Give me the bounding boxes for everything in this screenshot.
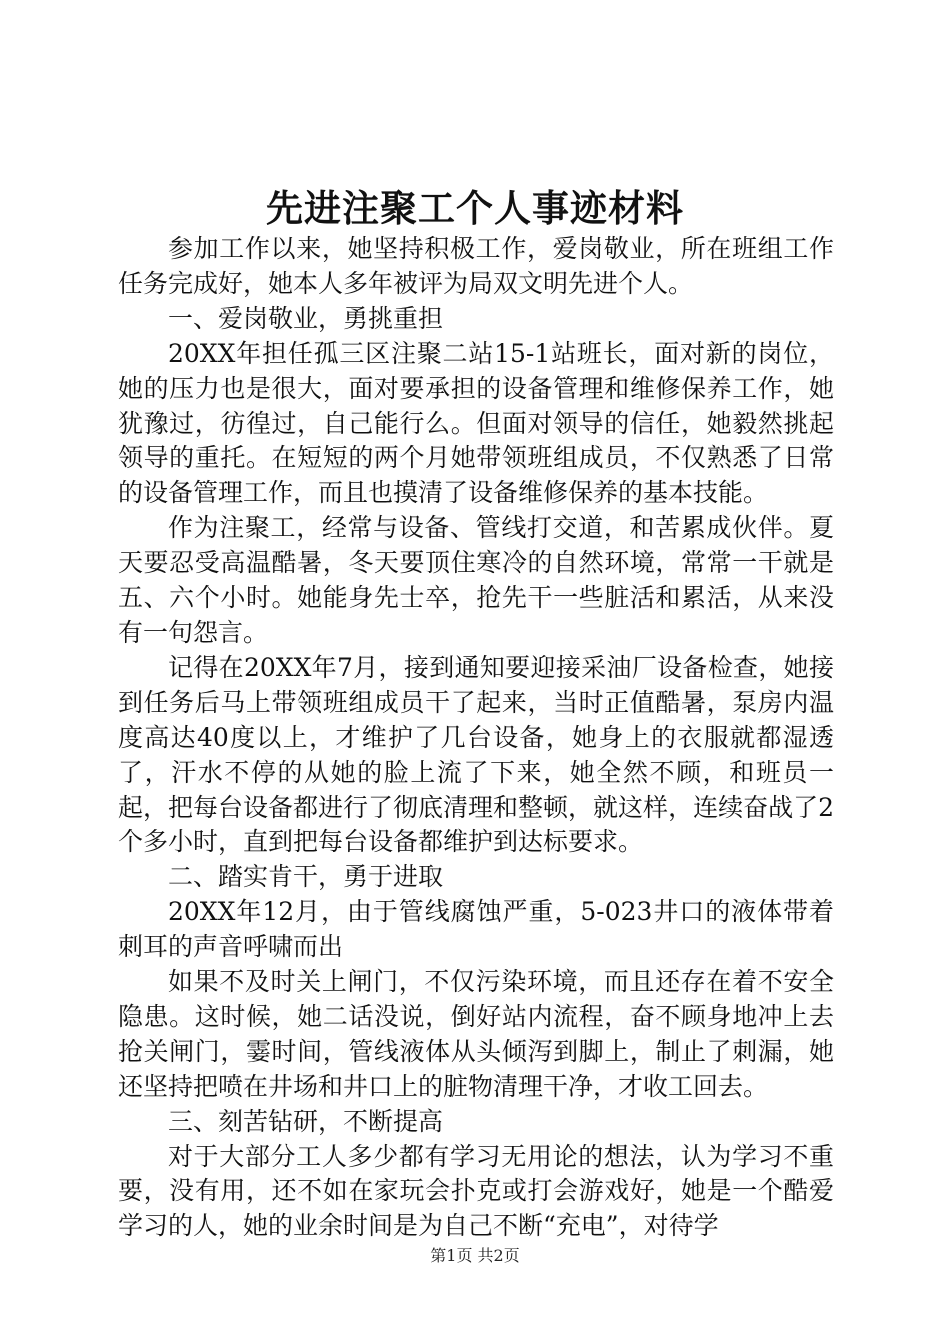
page-footer: 第1页 共2页: [430, 1246, 520, 1265]
paragraph: 如果不及时关上闸门，不仅污染环境，而且还存在着不安全隐患。这时候，她二话没说，倒好站内流程，奋不顾身地冲上去抢关闸门，霎时间，管线液体从头倾泻到脚上，制止了刺漏，她还坚持把喷在井场和井口上的脏物清理干净，才收工回去。: [118, 967, 834, 1101]
paragraph: 20XX年12月，由于管线腐蚀严重，5-023井口的液体带着刺耳的声音呼啸而出: [118, 897, 834, 962]
paragraph-intro: 参加工作以来，她坚持积极工作，爱岗敬业，所在班组工作任务完成好，她本人多年被评为局双文明先进个人。: [118, 234, 834, 298]
paragraph: 对于大部分工人多少都有学习无用论的想法，认为学习不重要，没有用，还不如在家玩会扑克或打会游戏好，她是一个酷爱学习的人，她的业余时间是为自己不断“充电”，对待学: [118, 1141, 834, 1241]
section-heading-2: 二、踏实肯干，勇于进取: [168, 862, 444, 892]
section-heading-1: 一、爱岗敬业，勇挑重担: [168, 303, 444, 333]
document-body: [118, 232, 834, 1244]
paragraph: 20XX年担任孤三区注聚二站15-1站班长，面对新的岗位，她的压力也是很大，面对要承担的设备管理和维修保养工作，她犹豫过，彷徨过，自己能行么。但面对领导的信任，她毅然挑起领导的重托。在短短的两个月她带领班组成员，不仅熟悉了日常的设备管理工作，而且也摸清了设备维修保养的基本技能。: [118, 338, 834, 508]
section-heading-3: 三、刻苦钻研，不断提高: [168, 1106, 444, 1136]
document-title: 先进注聚工个人事迹材料: [266, 186, 684, 230]
paragraph: 作为注聚工，经常与设备、管线打交道，和苦累成伙伴。夏天要忍受高温酷暑，冬天要顶住寒冷的自然环境，常常一干就是五、六个小时。她能身先士卒，抢先干一些脏活和累活，从来没有一句怨言。: [118, 513, 834, 647]
paragraph: 记得在20XX年7月，接到通知要迎接采油厂设备检查，她接到任务后马上带领班组成员干了起来，当时正值酷暑，泵房内温度高达40度以上，才维护了几台设备，她身上的衣服就都湿透了，汗水不停的从她的脸上流了下来，她全然不顾，和班员一起，把每台设备都进行了彻底清理和整顿，就这样，连续奋战了2个多小时，直到把每台设备都维护到达标要求。: [118, 652, 834, 857]
